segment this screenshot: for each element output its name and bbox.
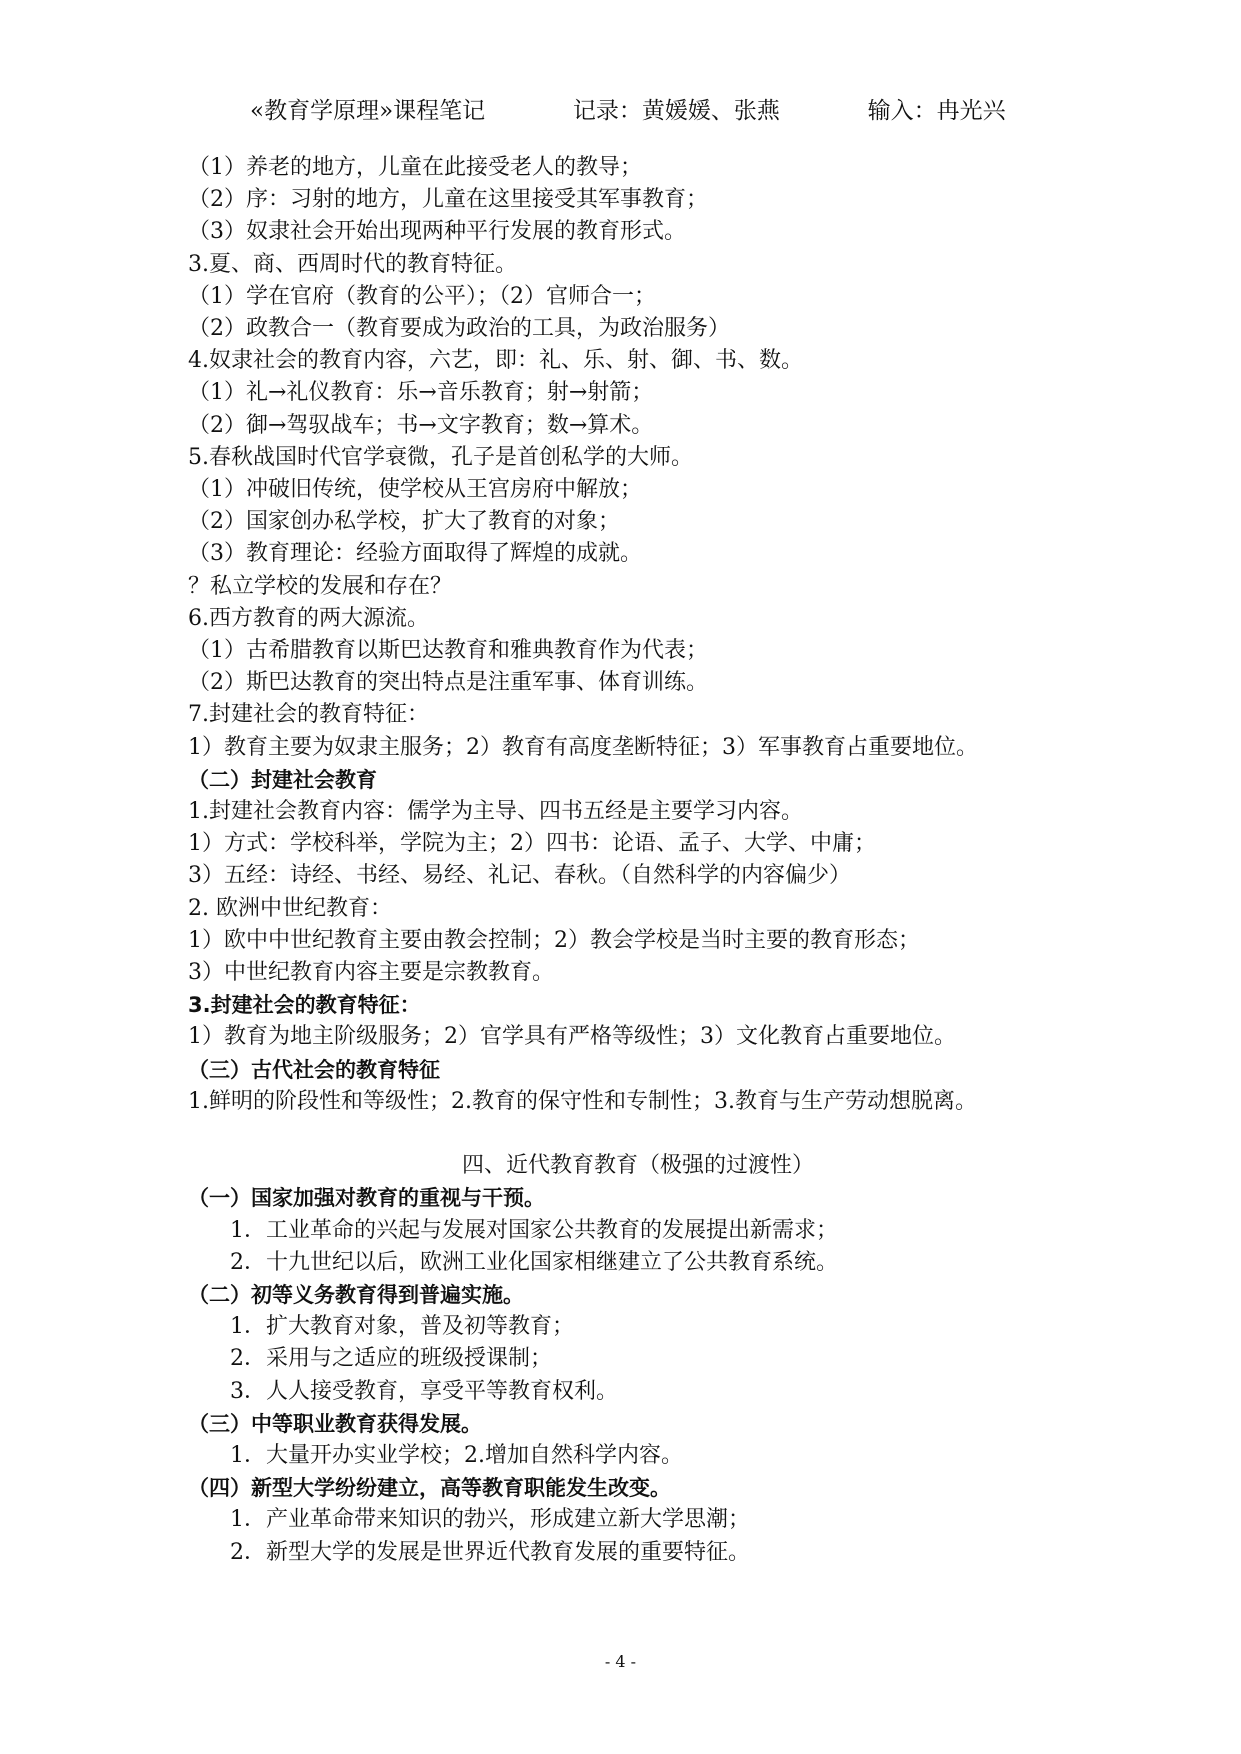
text-line: 4.奴隶社会的教育内容，六艺，即：礼、乐、射、御、书、数。	[188, 348, 803, 374]
blank-line	[188, 1118, 1088, 1150]
page-number: - 4 -	[604, 1652, 637, 1671]
text-line: （1）礼→礼仪教育：乐→音乐教育；射→射箭；	[188, 380, 654, 406]
text-line: （1）古希腊教育以斯巴达教育和雅典教育作为代表；	[188, 638, 708, 664]
list-item: 1．产业革命带来知识的勃兴，形成建立新大学思潮；	[230, 1507, 750, 1533]
section-heading: （四）新型大学纷纷建立，高等教育职能发生改变。	[188, 1476, 671, 1501]
text-line: （2）斯巴达教育的突出特点是注重军事、体育训练。	[188, 670, 708, 696]
chapter-title: 四、近代教育教育（极强的过渡性）	[461, 1153, 814, 1179]
text-line: 1）教育主要为奴隶主服务；2）教育有高度垄断特征；3）军事教育占重要地位。	[188, 734, 978, 760]
document-body	[188, 152, 1088, 1569]
course-title: «教育学原理»课程笔记	[250, 98, 486, 124]
section-heading: （二）封建社会教育	[188, 767, 377, 792]
text-line: 1.鲜明的阶段性和等级性；2.教育的保守性和专制性；3.教育与生产劳动想脱离。	[188, 1088, 977, 1114]
list-item: 1．大量开办实业学校；2.增加自然科学内容。	[230, 1442, 683, 1468]
text-line: （3）教育理论：经验方面取得了辉煌的成就。	[188, 541, 642, 567]
text-line: 1.封建社会教育内容：儒学为主导、四书五经是主要学习内容。	[188, 799, 803, 825]
text-line: 1）方式：学校科举，学院为主；2）四书：论语、孟子、大学、中庸；	[188, 831, 876, 857]
page-header	[250, 92, 1006, 125]
text-line: 2. 欧洲中世纪教育：	[188, 895, 392, 921]
text-line: （2）政教合一（教育要成为政治的工具，为政治服务）	[188, 316, 730, 342]
text-line: 7.封建社会的教育特征：	[188, 702, 429, 728]
list-item: 2．新型大学的发展是世界近代教育发展的重要特征。	[230, 1539, 750, 1565]
text-line: ？私立学校的发展和存在？	[188, 573, 453, 599]
text-line: 1）欧中中世纪教育主要由教会控制；2）教会学校是当时主要的教育形态；	[188, 927, 920, 953]
text-line: 5.春秋战国时代官学衰微，孔子是首创私学的大师。	[188, 444, 693, 470]
text-line: （1）冲破旧传统，使学校从王宫房府中解放；	[188, 477, 642, 503]
list-item: 2．十九世纪以后，欧洲工业化国家相继建立了公共教育系统。	[230, 1249, 838, 1275]
text-line: （2）国家创办私学校，扩大了教育的对象；	[188, 509, 620, 535]
text-line: 6.西方教育的两大源流。	[188, 605, 429, 631]
list-item: 1．扩大教育对象，普及初等教育；	[230, 1314, 574, 1340]
recorder-credit: 记录：黄媛媛、张燕	[572, 98, 780, 124]
text-line: 1）教育为地主阶级服务；2）官学具有严格等级性；3）文化教育占重要地位。	[188, 1024, 956, 1050]
text-line: 3）五经：诗经、书经、易经、礼记、春秋。（自然科学的内容偏少）	[188, 863, 851, 889]
list-item: 3．人人接受教育，享受平等教育权利。	[230, 1378, 618, 1404]
text-line: 3.夏、商、西周时代的教育特征。	[188, 251, 517, 277]
text-line: （1）学在官府（教育的公平）；（2）官师合一；	[188, 283, 656, 309]
section-heading: （一）国家加强对教育的重视与干预。	[188, 1186, 545, 1211]
section-heading: （三）中等职业教育获得发展。	[188, 1411, 482, 1436]
text-line: （2）御→驾驭战车；书→文字教育；数→算术。	[188, 412, 654, 438]
list-item: 1．工业革命的兴起与发展对国家公共教育的发展提出新需求；	[230, 1217, 838, 1243]
text-line: 3）中世纪教育内容主要是宗教教育。	[188, 960, 554, 986]
text-line: （1）养老的地方，儿童在此接受老人的教导；	[188, 155, 642, 180]
list-item: 2．采用与之适应的班级授课制；	[230, 1346, 552, 1372]
section-heading: （二）初等义务教育得到普遍实施。	[188, 1282, 524, 1307]
input-credit: 输入：冉光兴	[867, 98, 1006, 124]
section-heading: 3.封建社会的教育特征：	[188, 993, 421, 1018]
text-line: （2）序：习射的地方，儿童在这里接受其军事教育；	[188, 187, 708, 213]
section-heading: （三）古代社会的教育特征	[188, 1057, 440, 1082]
text-line: （3）奴隶社会开始出现两种平行发展的教育形式。	[188, 219, 686, 245]
